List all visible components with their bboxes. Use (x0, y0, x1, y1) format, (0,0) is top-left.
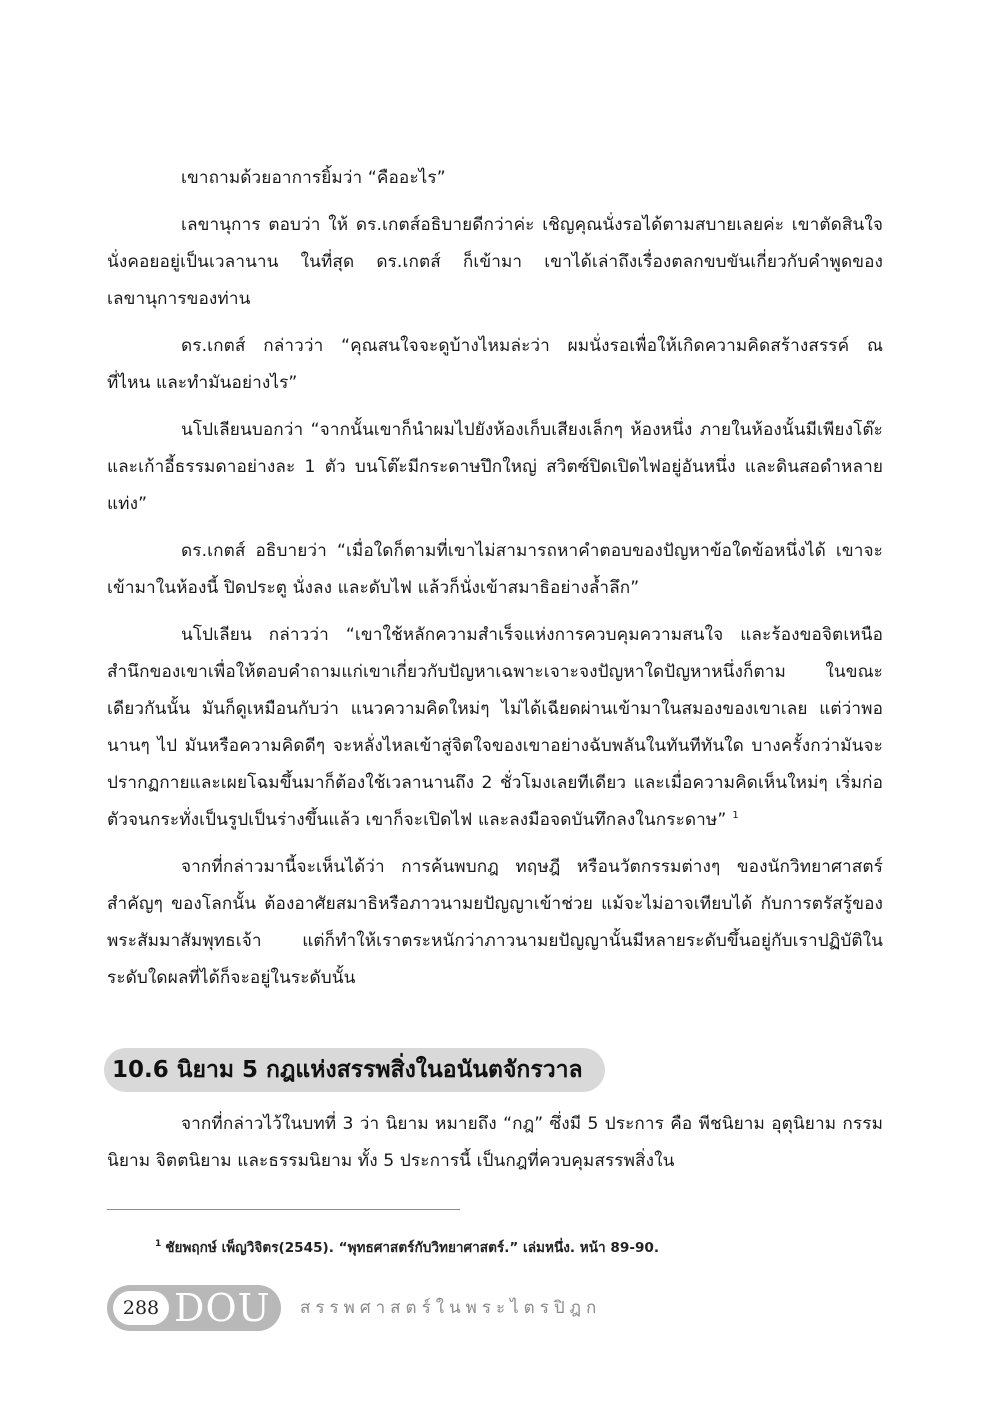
section-heading: 10.6 นิยาม 5 กฎแห่งสรรพสิ่งในอนันตจักรวาล (104, 1048, 605, 1092)
paragraph-5: ดร.เกตส์ อธิบายว่า “เมื่อใดก็ตามที่เขาไม่สามารถหาคำตอบของปัญหาข้อใดข้อหนึ่งได้ เขาจะเข้ามาในห้องนี้ ปิดประตู นั่งลง และดับไฟ แล้วก็นั่งเข้าสมาธิอย่างล้ำลึก” (107, 541, 883, 598)
section-paragraph-1: จากที่กล่าวไว้ในบทที่ 3 ว่า นิยาม หมายถึง “กฎ” ซึ่งมี 5 ประการ คือ พีชนิยาม อุตุนิยาม กรรมนิยาม จิตตนิยาม และธรรมนิยาม ทั้ง 5 ประการนี้ เป็นกฎที่ควบคุมสรรพสิ่งใน (107, 1114, 883, 1171)
footnote-divider (107, 1209, 460, 1210)
paragraph-2: เลขานุการ ตอบว่า ให้ ดร.เกตส์อธิบายดีกว่าค่ะ เชิญคุณนั่งรอได้ตามสบายเลยค่ะ เขาตัดสินใจนั่งคอยอยู่เป็นเวลานาน ในที่สุด ดร.เกตส์ ก็เข้ามา เขาได้เล่าถึงเรื่องตลกขบขันเกี่ยวกับคำพูดของเลขานุการของท่าน (107, 215, 883, 309)
section-body (107, 1106, 883, 1180)
paragraph-1: เขาถามด้วยอาการยิ้มว่า “คืออะไร” (181, 168, 446, 188)
body-text (107, 160, 883, 1007)
paragraph-4: นโปเลียนบอกว่า “จากนั้นเขาก็นำผมไปยังห้องเก็บเสียงเล็กๆ ห้องหนึ่ง ภายในห้องนั้นมีเพียงโต๊ะและเก้าอี้ธรรมดาอย่างละ 1 ตัว บนโต๊ะมีกระดาษปึกใหญ่ สวิตซ์ปิดเปิดไฟอยู่อันหนึ่ง และดินสอดำหลายแท่ง” (107, 420, 883, 514)
footnote (155, 1238, 855, 1258)
footnote-marker: 1 (155, 1239, 162, 1250)
footnote-text: ชัยพฤกษ์ เพ็ญวิจิตร(2545). “พุทธศาสตร์กับวิทยาศาสตร์.” เล่มหนึ่ง. หน้า 89-90. (165, 1240, 660, 1256)
paragraph-7: จากที่กล่าวมานี้จะเห็นได้ว่า การค้นพบกฎ ทฤษฎี หรือนวัตกรรมต่างๆ ของนักวิทยาศาสตร์สำคัญๆ ของโลกนั้น ต้องอาศัยสมาธิหรือภาวนามยปัญญาเข้าช่วย แม้จะไม่อาจเทียบได้ กับการตรัสรู้ของพระสัมมาสัมพุทธเจ้า แต่ก็ทำให้เราตระหนักว่าภาวนามยปัญญานั้นมีหลายระดับขึ้นอยู่กับเราปฏิบัติในระดับใดผลที่ได้ก็จะอยู่ในระดับนั้น (107, 857, 883, 988)
running-title: สรรพศาสตร์ในพระไตรปิฎก (300, 1298, 602, 1318)
footnote-reference[interactable]: 1 (732, 810, 739, 822)
dou-logo: DOU (174, 1286, 271, 1330)
page-number: 288 (113, 1291, 169, 1325)
paragraph-3: ดร.เกตส์ กล่าวว่า “คุณสนใจจะดูบ้างไหมล่ะว่า ผมนั่งรอเพื่อให้เกิดความคิดสร้างสรรค์ ณ ที่ไหน และทำมันอย่างไร” (107, 336, 883, 393)
paragraph-6 (107, 617, 883, 839)
paragraph-6-text: นโปเลียน กล่าวว่า “เขาใช้หลักความสำเร็จแห่งการควบคุมความสนใจ และร้องขอจิตเหนือสำนึกของเขาเพื่อให้ตอบคำถามแก่เขาเกี่ยวกับปัญหาเฉพาะเจาะจงปัญหาใดปัญหาหนึ่งก็ตาม ในขณะเดียวกันนั้น มันก็ดูเหมือนกับว่า แนวความคิดใหม่ๆ ไม่ได้เฉียดผ่านเข้ามาในสมองของเขาเลย แต่ว่าพอนานๆ ไป มันหรือความคิดดีๆ จะหลั่งไหลเข้าสู่จิตใจของเขาอย่างฉับพลันในทันทีทันใด บางครั้งกว่ามันจะปรากฏกายและเผยโฉมขึ้นมาก็ต้องใช้เวลานานถึง 2 ชั่วโมงเลยทีเดียว และเมื่อความคิดเห็นใหม่ๆ เริ่มก่อตัวจนกระทั่งเป็นรูปเป็นร่างขึ้นแล้ว เขาก็จะเปิดไฟ และลงมือจดบันทึกลงในกระดาษ” (107, 625, 883, 830)
